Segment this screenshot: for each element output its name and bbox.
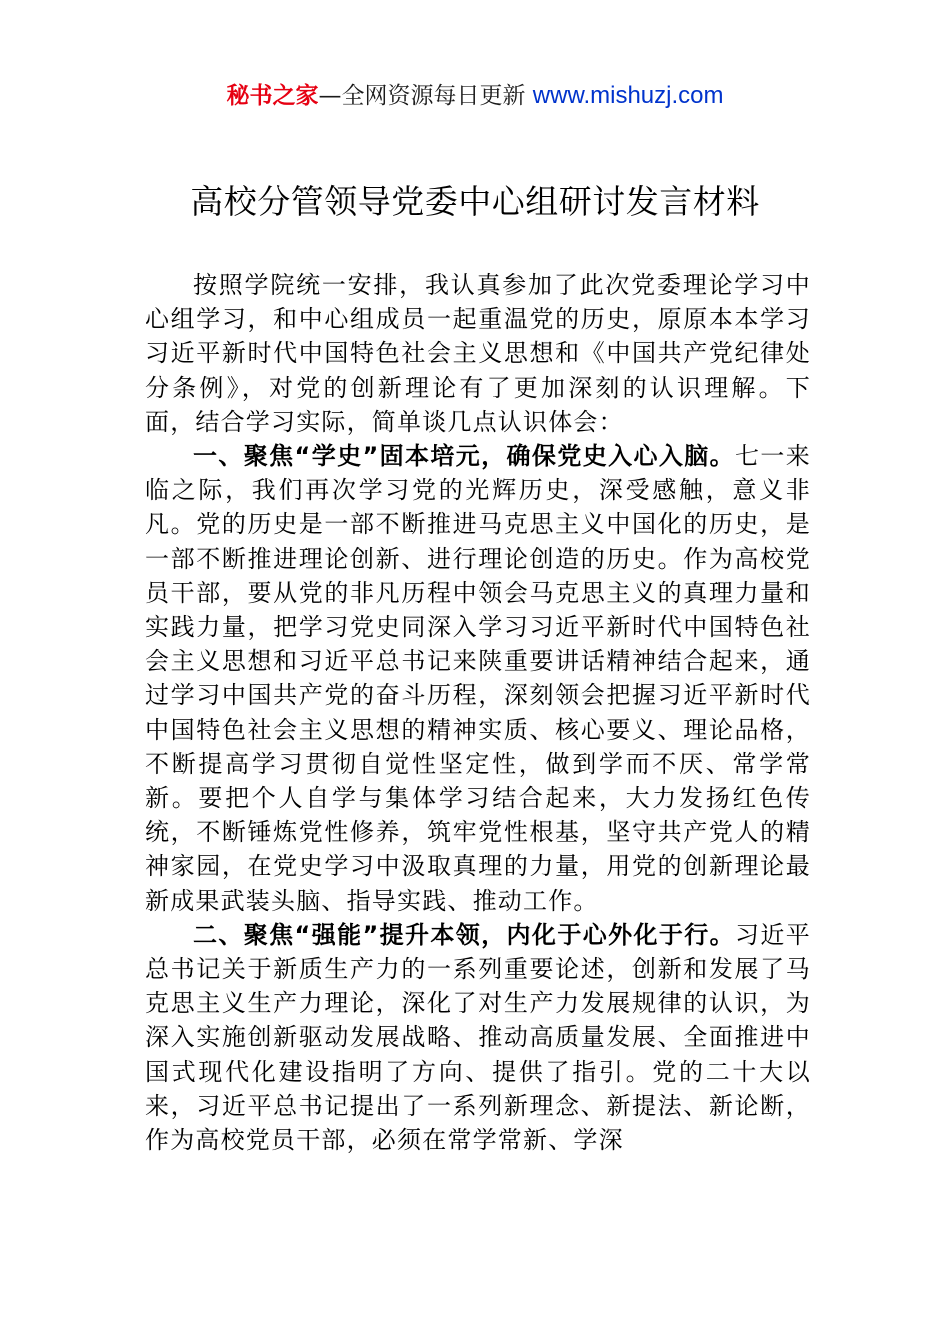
paragraph-text: 习近平总书记关于新质生产力的一系列重要论述，创新和发展了马克思主义生产力理论，深化了对生产力发展规律的认识，为深入实施创新驱动发展战略、推动高质量发展、全面推进中国式现代化建设指明了方向、提供了指引。党的二十大以来，习近平总书记提出了一系列新理念、新提法、新论断，作为高校党员干部，必须在常学常新、学深: [145, 920, 811, 1155]
header-slogan: —全网资源每日更新: [318, 83, 526, 109]
site-header: [0, 80, 950, 112]
brand-name: 秘书之家: [226, 83, 319, 109]
section-heading: 二、聚焦“强能”提升本领，内化于心外化于行。: [193, 920, 736, 949]
paragraph-section-1: [145, 439, 811, 918]
document-body: [145, 268, 811, 1157]
paragraph-intro: [145, 268, 811, 439]
paragraph-text: 七一来临之际，我们再次学习党的光辉历史，深受感触，意义非凡。党的历史是一部不断推进马克思主义中国化的历史，是一部不断推进理论创新、进行理论创造的历史。作为高校党员干部，要从党的非凡历程中领会马克思主义的真理力量和实践力量，把学习党史同深入学习习近平新时代中国特色社会主义思想和习近平总书记来陕重要讲话精神结合起来，通过学习中国共产党的奋斗历程，深刻领会把握习近平新时代中国特色社会主义思想的精神实质、核心要义、理论品格，不断提高学习贯彻自觉性坚定性，做到学而不厌、常学常新。要把个人自学与集体学习结合起来，大力发扬红色传统，不断锤炼党性修养，筑牢党性根基，坚守共产党人的精神家园，在党史学习中汲取真理的力量，用党的创新理论最新成果武装头脑、指导实践、推动工作。: [145, 442, 811, 915]
section-heading: 一、聚焦“学史”固本培元，确保党史入心入脑。: [193, 442, 736, 471]
paragraph-section-2: [145, 918, 811, 1157]
paragraph-text: 按照学院统一安排，我认真参加了此次党委理论学习中心组学习，和中心组成员一起重温党的历史，原原本本学习习近平新时代中国特色社会主义思想和《中国共产党纪律处分条例》，对党的创新理论有了更加深刻的认识理解。下面，结合学习实际，简单谈几点认识体会：: [145, 271, 811, 436]
site-url-link[interactable]: www.mishuzj.com: [532, 82, 724, 109]
document-title: 高校分管领导党委中心组研讨发言材料: [190, 182, 760, 221]
